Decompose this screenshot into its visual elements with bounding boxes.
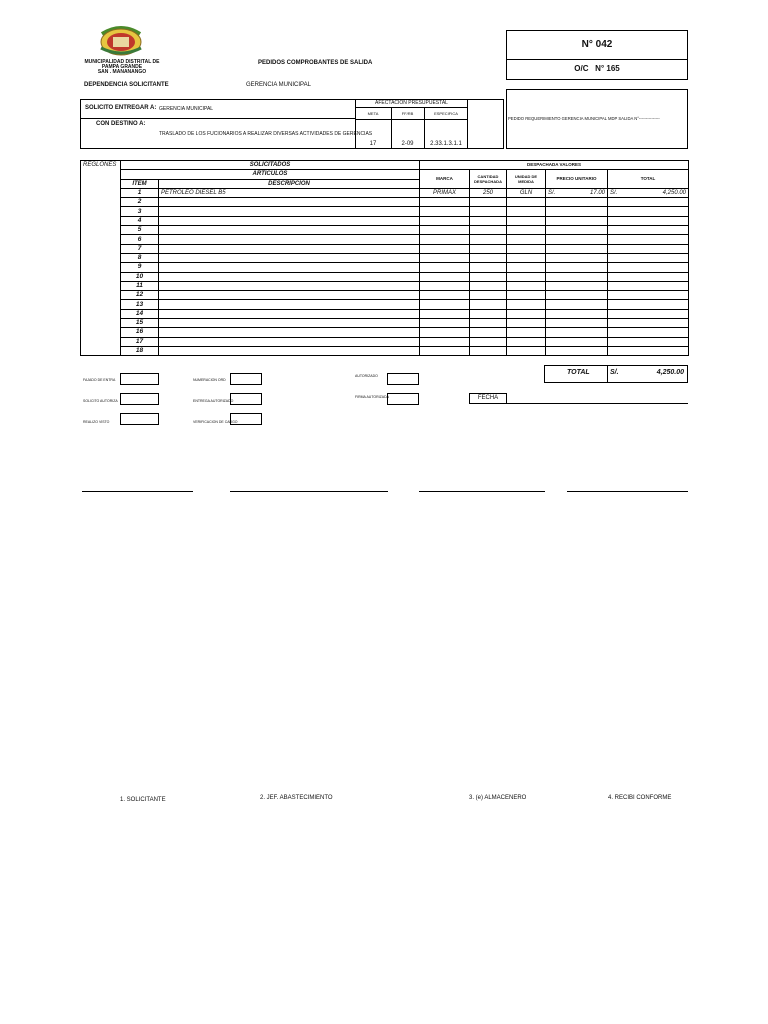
fecha-line	[507, 403, 688, 404]
precio-cell	[546, 198, 608, 207]
items-table	[80, 160, 689, 356]
field-box-7[interactable]	[120, 413, 159, 425]
description-cell	[159, 198, 420, 207]
signature-line-4	[567, 491, 688, 492]
marca-cell	[420, 309, 470, 318]
description-cell	[159, 263, 420, 272]
table-row	[81, 309, 689, 318]
fecha-box[interactable]	[469, 393, 507, 404]
item-number-cell: 7	[121, 244, 159, 253]
afectacion-col-esp: ESPECIFICA	[434, 111, 458, 116]
form-number: N° 042	[581, 39, 613, 50]
precio-cell	[546, 188, 608, 197]
precio-header: PRECIO UNITARIO	[546, 170, 608, 189]
unidad-cell	[507, 226, 546, 235]
description-cell	[159, 253, 420, 262]
item-number-cell: 16	[121, 328, 159, 337]
logo-caption	[80, 60, 164, 75]
cantidad-cell	[470, 207, 507, 216]
destino-label: CON DESTINO A:	[96, 121, 146, 127]
destino-value: TRASLADO DE LOS FUCIONARIOS A REALIZAR DIVERSAS ACTIVIDADES DE GERENCIAS	[159, 131, 373, 137]
fecha-label: FECHA	[477, 395, 499, 401]
table-row	[81, 328, 689, 337]
unidad-cell	[507, 244, 546, 253]
cantidad-cell	[470, 319, 507, 328]
description-cell	[159, 281, 420, 290]
form-title: PEDIDOS COMPROBANTES DE SALIDA	[258, 60, 373, 66]
marca-cell	[420, 300, 470, 309]
item-number-cell: 18	[121, 346, 159, 355]
renglon-cell	[81, 244, 121, 253]
unidad-cell	[507, 346, 546, 355]
field-box-3[interactable]	[387, 373, 419, 385]
field-label-2: NUMERACION ORD	[193, 378, 226, 382]
item-number-cell: 8	[121, 253, 159, 262]
renglon-cell	[81, 337, 121, 346]
description-cell	[159, 300, 420, 309]
field-box-4[interactable]	[120, 393, 159, 405]
item-number-cell: 9	[121, 263, 159, 272]
description-cell	[159, 216, 420, 225]
cantidad-cell	[470, 226, 507, 235]
item-number-cell: 14	[121, 309, 159, 318]
cantidad-cell	[470, 337, 507, 346]
marca-header: MARCA	[420, 170, 470, 189]
marca-cell	[420, 291, 470, 300]
precio-cell	[546, 263, 608, 272]
table-row	[81, 263, 689, 272]
precio-cell	[546, 309, 608, 318]
item-number-cell: 5	[121, 226, 159, 235]
afectacion-line-1	[355, 107, 468, 108]
unidad-header: UNIDAD DE MEDIDA	[507, 170, 546, 189]
precio-cell	[546, 244, 608, 253]
description-cell	[159, 226, 420, 235]
precio-cell	[546, 207, 608, 216]
unidad-cell	[507, 198, 546, 207]
table-row	[81, 207, 689, 216]
precio-cell	[546, 319, 608, 328]
description-cell	[159, 244, 420, 253]
renglon-cell	[81, 300, 121, 309]
signature-label-3: 3. (e) ALMACENERO	[469, 795, 527, 801]
item-number-cell: 17	[121, 337, 159, 346]
row-total-value: 4,250.00	[662, 190, 687, 197]
unidad-cell	[507, 272, 546, 281]
precio-cell	[546, 235, 608, 244]
total-cell	[608, 207, 689, 216]
renglon-cell	[81, 235, 121, 244]
item-number-cell: 4	[121, 216, 159, 225]
afectacion-col-meta: META	[367, 111, 379, 116]
field-box-6[interactable]	[387, 393, 419, 405]
cantidad-cell	[470, 300, 507, 309]
item-number-cell: 13	[121, 300, 159, 309]
cantidad-cell	[470, 346, 507, 355]
table-row	[81, 300, 689, 309]
total-cell	[608, 188, 689, 197]
item-number-cell: 1	[121, 188, 159, 197]
table-row	[81, 198, 689, 207]
table-row	[81, 253, 689, 262]
marca-cell	[420, 328, 470, 337]
solicito-label: SOLICITO ENTREGAR A:	[85, 105, 157, 111]
table-row	[81, 346, 689, 355]
renglon-cell	[81, 263, 121, 272]
cantidad-cell	[470, 216, 507, 225]
field-label-5: ENTREGA AUTORIZADO	[193, 399, 234, 403]
signature-label-2: 2. JEF. ABASTECIMIENTO	[260, 795, 333, 801]
afectacion-esp-value: 2.33.1.3.1.1	[430, 141, 462, 147]
logo-line-1: MUNICIPALIDAD DISTRITAL DE PAMPA GRANDE	[84, 59, 160, 70]
field-box-2[interactable]	[230, 373, 262, 385]
precio-cell	[546, 337, 608, 346]
total-cell	[608, 235, 689, 244]
total-cell	[608, 272, 689, 281]
total-box	[544, 365, 688, 383]
signature-label-4: 4. RECIBI CONFORME	[608, 795, 672, 801]
marca-cell	[420, 319, 470, 328]
afectacion-line-2	[355, 119, 468, 120]
total-box-divider	[607, 366, 608, 383]
description-cell	[159, 291, 420, 300]
cantidad-cell	[470, 253, 507, 262]
form-number-box	[506, 30, 688, 60]
item-number-cell: 12	[121, 291, 159, 300]
field-label-7: REALIZO VISTO	[83, 420, 110, 424]
unidad-cell	[507, 319, 546, 328]
table-row	[81, 272, 689, 281]
field-box-5[interactable]	[230, 393, 262, 405]
total-cell	[608, 319, 689, 328]
marca-cell: PRIMAX	[420, 188, 470, 197]
cantidad-cell: 250	[470, 188, 507, 197]
logo-line-2: SAN . MANANANGO	[97, 69, 147, 75]
table-row	[81, 226, 689, 235]
table-row	[81, 337, 689, 346]
pedido-note: PEDIDO REQUERIMIENTO GERENCIA MUNICIPAL MDP SALIDA N°---------------	[508, 116, 660, 121]
total-cell	[608, 198, 689, 207]
renglon-cell	[81, 253, 121, 262]
description-cell	[159, 337, 420, 346]
dependencia-value: GERENCIA MUNICIPAL	[246, 82, 311, 88]
description-cell	[159, 207, 420, 216]
precio-cell	[546, 346, 608, 355]
marca-cell	[420, 253, 470, 262]
solicitados-header: SOLICITADOS	[121, 161, 420, 170]
afectacion-col-ff: FF/RB	[401, 111, 414, 116]
table-row	[81, 244, 689, 253]
item-header: ITEM	[121, 179, 159, 188]
description-cell	[159, 346, 420, 355]
unidad-cell	[507, 216, 546, 225]
marca-cell	[420, 216, 470, 225]
table-row	[81, 291, 689, 300]
precio-cell	[546, 272, 608, 281]
item-number-cell: 15	[121, 319, 159, 328]
marca-cell	[420, 263, 470, 272]
oc-box	[506, 60, 688, 80]
total-currency: S/.	[610, 190, 618, 197]
renglones-blank-1	[81, 170, 121, 179]
unidad-cell	[507, 337, 546, 346]
description-cell	[159, 272, 420, 281]
total-cell	[608, 291, 689, 300]
marca-cell	[420, 226, 470, 235]
afectacion-title: AFECTACION PRESUPUESTAL	[375, 100, 448, 106]
field-box-8[interactable]	[230, 413, 262, 425]
item-number-cell: 2	[121, 198, 159, 207]
renglon-cell	[81, 207, 121, 216]
renglon-cell	[81, 291, 121, 300]
field-label-3: AUTORIZADO	[355, 374, 378, 378]
unidad-cell	[507, 253, 546, 262]
renglon-cell	[81, 272, 121, 281]
cantidad-cell	[470, 309, 507, 318]
renglon-cell	[81, 216, 121, 225]
marca-cell	[420, 244, 470, 253]
oc-number	[507, 64, 687, 73]
field-label-6: FIRMA AUTORIZADA	[355, 395, 389, 399]
total-cell	[608, 281, 689, 290]
precio-cell	[546, 216, 608, 225]
despachada-header: DESPACHADA VALORES	[420, 161, 689, 170]
cantidad-cell	[470, 281, 507, 290]
item-number-cell: 10	[121, 272, 159, 281]
precio-cell	[546, 281, 608, 290]
cantidad-cell	[470, 263, 507, 272]
total-cell	[608, 337, 689, 346]
total-value: 4,250.00	[656, 369, 684, 376]
item-number-cell: 6	[121, 235, 159, 244]
unidad-cell	[507, 281, 546, 290]
renglones-blank-2	[81, 179, 121, 188]
precio-cell	[546, 253, 608, 262]
renglon-cell	[81, 328, 121, 337]
unidad-cell: GLN	[507, 188, 546, 197]
precio-cell	[546, 328, 608, 337]
unidad-cell	[507, 235, 546, 244]
precio-cell	[546, 300, 608, 309]
renglon-cell	[81, 319, 121, 328]
unidad-cell	[507, 328, 546, 337]
afectacion-meta-value: 17	[369, 141, 377, 147]
municipal-logo	[96, 24, 146, 58]
solicito-divider	[80, 118, 355, 119]
total-cell	[608, 244, 689, 253]
cantidad-cell	[470, 291, 507, 300]
marca-cell	[420, 337, 470, 346]
total-cell	[608, 226, 689, 235]
unidad-cell	[507, 300, 546, 309]
total-cell	[608, 263, 689, 272]
total-currency: S/.	[610, 369, 619, 376]
description-cell	[159, 328, 420, 337]
unidad-cell	[507, 309, 546, 318]
table-row	[81, 281, 689, 290]
signature-label-1: 1. SOLICITANTE	[120, 797, 166, 803]
cantidad-cell	[470, 328, 507, 337]
total-cell	[608, 300, 689, 309]
unidad-cell	[507, 263, 546, 272]
marca-cell	[420, 198, 470, 207]
articulos-header: ARTICULOS	[121, 170, 420, 179]
item-number-cell: 3	[121, 207, 159, 216]
table-row	[81, 319, 689, 328]
precio-cell	[546, 291, 608, 300]
table-row	[81, 188, 689, 197]
cantidad-cell	[470, 272, 507, 281]
description-cell	[159, 309, 420, 318]
cantidad-cell	[470, 235, 507, 244]
table-row	[81, 235, 689, 244]
cantidad-header: CANTIDAD DESPACHADA	[470, 170, 507, 189]
oc-label: O/C	[574, 64, 589, 73]
total-cell	[608, 253, 689, 262]
dependencia-label: DEPENDENCIA SOLICITANTE	[84, 82, 169, 88]
table-row	[81, 216, 689, 225]
descripcion-header: DESCRIPCION	[159, 179, 420, 188]
total-header: TOTAL	[608, 170, 689, 189]
description-cell: PETROLEO DIESEL B5	[159, 188, 420, 197]
afectacion-ff-value: 2-09	[401, 141, 414, 147]
marca-cell	[420, 346, 470, 355]
marca-cell	[420, 272, 470, 281]
renglon-cell	[81, 281, 121, 290]
field-label-1: FAJADO DE ENTRA	[83, 378, 116, 382]
total-label: TOTAL	[567, 369, 590, 376]
signature-line-2	[230, 491, 388, 492]
oc-value: N° 165	[595, 64, 620, 73]
unidad-cell	[507, 291, 546, 300]
renglon-cell	[81, 346, 121, 355]
marca-cell	[420, 235, 470, 244]
field-label-8: VERIFICACION DE CARGO	[193, 420, 238, 424]
field-label-4: SOLICITO AUTORIZA	[83, 399, 118, 403]
renglon-cell	[81, 198, 121, 207]
total-cell	[608, 328, 689, 337]
precio-currency: S/.	[548, 190, 556, 197]
marca-cell	[420, 281, 470, 290]
renglon-cell	[81, 188, 121, 197]
renglones-header: REGLONES	[81, 161, 121, 170]
solicito-value: GERENCIA MUNICIPAL	[159, 106, 214, 112]
cantidad-cell	[470, 198, 507, 207]
precio-cell	[546, 226, 608, 235]
description-cell	[159, 235, 420, 244]
item-number-cell: 11	[121, 281, 159, 290]
signature-line-1	[82, 491, 193, 492]
signature-line-3	[419, 491, 545, 492]
total-cell	[608, 346, 689, 355]
unidad-cell	[507, 207, 546, 216]
cantidad-cell	[470, 244, 507, 253]
total-cell	[608, 216, 689, 225]
field-box-1[interactable]	[120, 373, 159, 385]
renglon-cell	[81, 226, 121, 235]
total-cell	[608, 309, 689, 318]
description-cell	[159, 319, 420, 328]
marca-cell	[420, 207, 470, 216]
precio-value: 17.00	[589, 190, 605, 197]
pedido-note-box	[506, 89, 688, 149]
renglon-cell	[81, 309, 121, 318]
